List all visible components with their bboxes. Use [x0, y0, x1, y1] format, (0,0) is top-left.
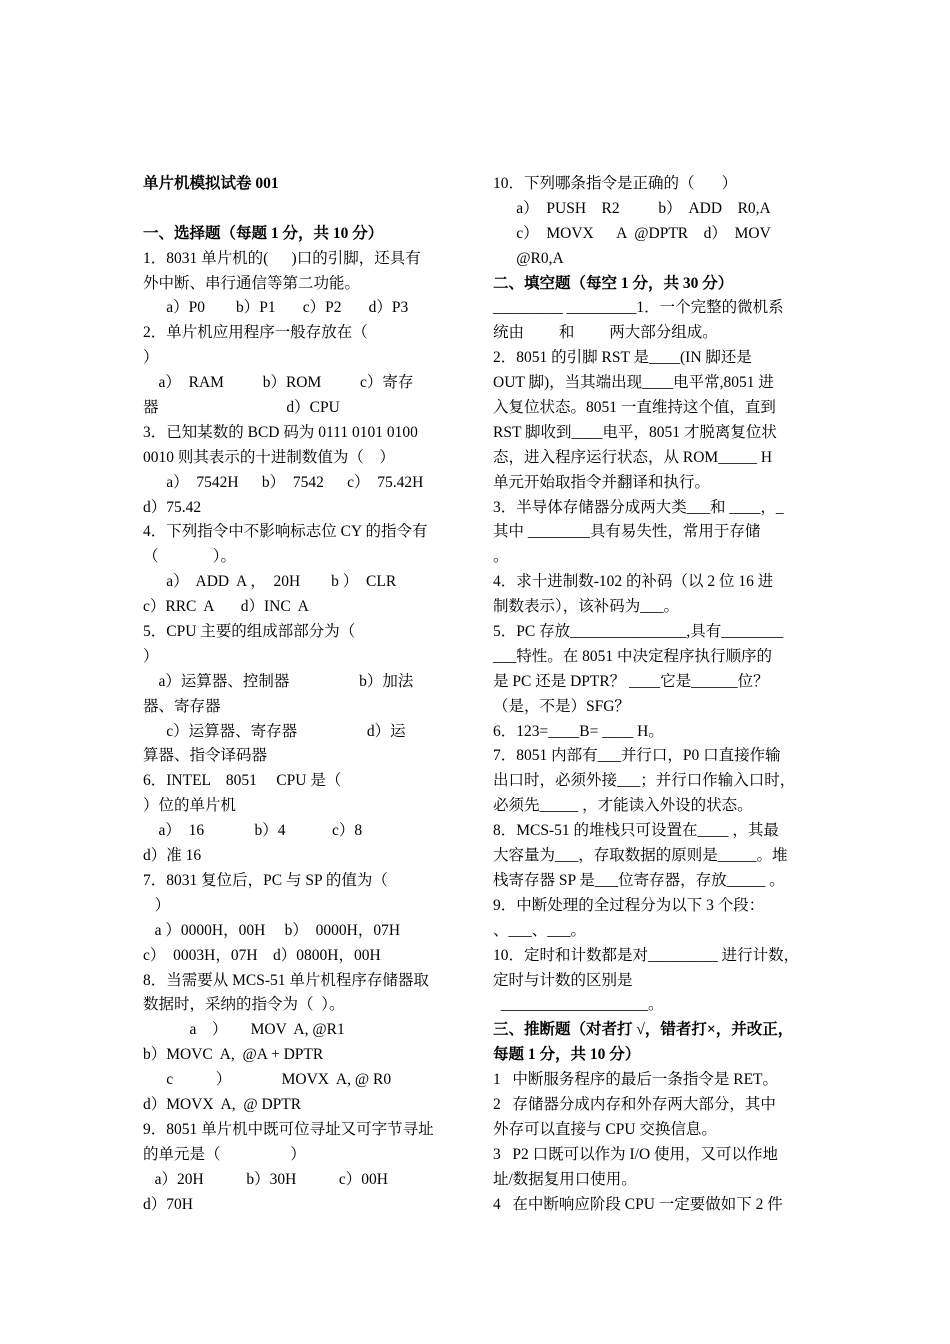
text-line: a） RAM b）ROM c）寄存: [143, 374, 414, 392]
text-line: a） 16 b）4 c）8: [143, 822, 363, 840]
text-line: 出口时，必须外接___；并行口作输入口时，: [493, 772, 796, 790]
text-line: 址/数据复用口使用。: [493, 1170, 637, 1188]
text-line: 大容量为___，存取数据的原则是_____。堆: [493, 847, 788, 865]
left-column: [143, 172, 461, 1217]
text-line: 7．8051 内部有___并行口，P0 口直接作输: [493, 747, 781, 765]
text-line: 器、寄存器: [143, 697, 221, 715]
text-line: c） MOVX A @DPTR d） MOV: [493, 224, 771, 242]
text-line: 1．8031 单片机的( )口的引脚，还具有: [143, 249, 421, 267]
text-line: @R0,A: [493, 249, 564, 267]
text-line: ）位的单片机: [143, 797, 237, 815]
text-line: 5．CPU 主要的组成部部分为（: [143, 623, 356, 641]
text-line: a ）0000H，00H b） 0000H，07H: [143, 921, 401, 939]
text-line: 的单元是（ ）: [143, 1145, 306, 1163]
text-line: ___________________。: [493, 996, 664, 1014]
right-column: [493, 172, 815, 1217]
text-line: 2 存储器分成内存和外存两大部分，其中: [493, 1095, 776, 1113]
section-heading: 单片机模拟试卷 001: [143, 175, 279, 192]
text-line: 算器、指令译码器: [143, 747, 268, 765]
text-line: 5．PC 存放_______________,具有________: [493, 623, 784, 641]
text-line: 3．已知某数的 BCD 码为 0111 0101 0100: [143, 423, 418, 441]
text-line: 8．当需要从 MCS-51 单片机程序存储器取: [143, 971, 429, 989]
text-line: RST 脚收到____电平，8051 才脱离复位状: [493, 423, 777, 441]
text-line: 统由 和 两大部分组成。: [493, 324, 718, 342]
text-line: a） 7542H b） 7542 c） 75.42H: [143, 473, 424, 491]
text-line: 入复位状态。8051 一直维持这个值，直到: [493, 399, 776, 417]
text-line: 外存可以直接与 CPU 交换信息。: [493, 1120, 717, 1138]
text-line: a） ADD A ， 20H b ） CLR: [143, 573, 397, 591]
section-heading: 三、推断题（对者打 √，错者打×，并改正，: [493, 1021, 794, 1039]
text-line: 单元开始取指令并翻译和执行。: [493, 473, 711, 491]
text-line: c） 0003H，07H d）0800H，00H: [143, 946, 381, 964]
section-heading: 二、填空题（每空 1 分，共 30 分）: [493, 274, 734, 292]
text-line: d）准 16: [143, 847, 202, 865]
text-line: c）运算器、寄存器 d）运: [143, 722, 406, 740]
text-line: a）运算器、控制器 b）加法: [143, 672, 414, 690]
text-line: [143, 197, 461, 222]
text-line: 0010 则其表示的十进制数值为（ ）: [143, 448, 395, 466]
text-line: ）: [143, 647, 159, 665]
text-line: 4．下列指令中不影响标志位 CY 的指令有: [143, 523, 428, 541]
text-line: 、___、___。: [493, 921, 587, 939]
text-line: a）P0 b）P1 c）P2 d）P3: [143, 299, 409, 317]
text-line: 其中 ________具有易失性，常用于存储: [493, 523, 761, 541]
text-line: （是，不是）SFG？: [493, 697, 630, 715]
text-line: 制数表示），该补码为___。: [493, 598, 680, 616]
text-line: d）70H: [143, 1195, 193, 1213]
text-line: 定时与计数的区别是: [493, 971, 633, 989]
text-line: 3．半导体存储器分成两大类___和 ____，_: [493, 498, 784, 516]
text-line: 9．8051 单片机中既可位寻址又可字节寻址: [143, 1120, 434, 1138]
section-heading: 一、选择题（每题 1 分，共 10 分）: [143, 224, 384, 242]
text-line: 6．123=____B= ____ H。: [493, 722, 664, 740]
text-line: c ） MOVX A, @ R0: [143, 1071, 392, 1089]
text-line: d）75.42: [143, 498, 202, 516]
text-line: d）MOVX A, @ DPTR: [143, 1095, 302, 1113]
text-line: ___特性。在 8051 中决定程序执行顺序的: [493, 647, 773, 665]
text-line: 数据时，采纳的指令为（ ）。: [143, 996, 345, 1014]
text-line: 。: [493, 548, 509, 566]
text-line: ）: [143, 349, 159, 367]
text-line: 栈寄存器 SP 是___位寄存器，存放_____ 。: [493, 871, 785, 889]
text-line: 10．定时和计数都是对_________ 进行计数，: [493, 946, 800, 964]
text-line: 6．INTEL 8051 CPU 是（: [143, 772, 342, 790]
text-line: （ ）。: [143, 548, 237, 566]
text-line: 器 d）CPU: [143, 399, 340, 417]
text-line: 态，进入程序运行状态，从 ROM_____ H: [493, 448, 773, 466]
text-line: ）: [143, 896, 171, 914]
text-line: a）20H b）30H c）00H: [143, 1170, 388, 1188]
text-line: 4 在中断响应阶段 CPU 一定要做如下 2 件: [493, 1195, 783, 1213]
text-line: 是 PC 还是 DPTR？ ____它是______位？: [493, 672, 769, 690]
text-line: 2．8051 的引脚 RST 是____(IN 脚还是: [493, 349, 752, 367]
text-line: c）RRC A d）INC A: [143, 598, 309, 616]
text-line: 4．求十进制数-102 的补码（以 2 位 16 进: [493, 573, 774, 591]
text-line: 必须先_____ ，才能读入外设的状态。: [493, 797, 753, 815]
text-line: b）MOVC A, @A + DPTR: [143, 1046, 324, 1064]
text-line: 7．8031 复位后，PC 与 SP 的值为（: [143, 871, 388, 889]
text-line: 8．MCS-51 的堆栈只可设置在____ ，其最: [493, 822, 779, 840]
text-line: OUT 脚)，当其端出现____电平常,8051 进: [493, 374, 774, 392]
section-heading: 每题 1 分，共 10 分）: [493, 1046, 641, 1064]
text-line: 2．单片机应用程序一般存放在（: [143, 324, 368, 342]
text-line: 9．中断处理的全过程分为以下 3 个段：: [493, 896, 765, 914]
text-line: 外中断、串行通信等第二功能。: [143, 274, 361, 292]
text-line: 3 P2 口既可以作为 I/O 使用，又可以作地: [493, 1145, 779, 1163]
text-line: a） PUSH R2 b） ADD R0,A: [493, 199, 771, 217]
text-line: 10．下列哪条指令是正确的（ ）: [493, 175, 738, 192]
text-line: 1 中断服务程序的最后一条指令是 RET。: [493, 1071, 779, 1089]
text-line: a ） MOV A, @R1: [143, 1021, 345, 1039]
text-line: _________ _________1．一个完整的微机系: [493, 299, 784, 317]
